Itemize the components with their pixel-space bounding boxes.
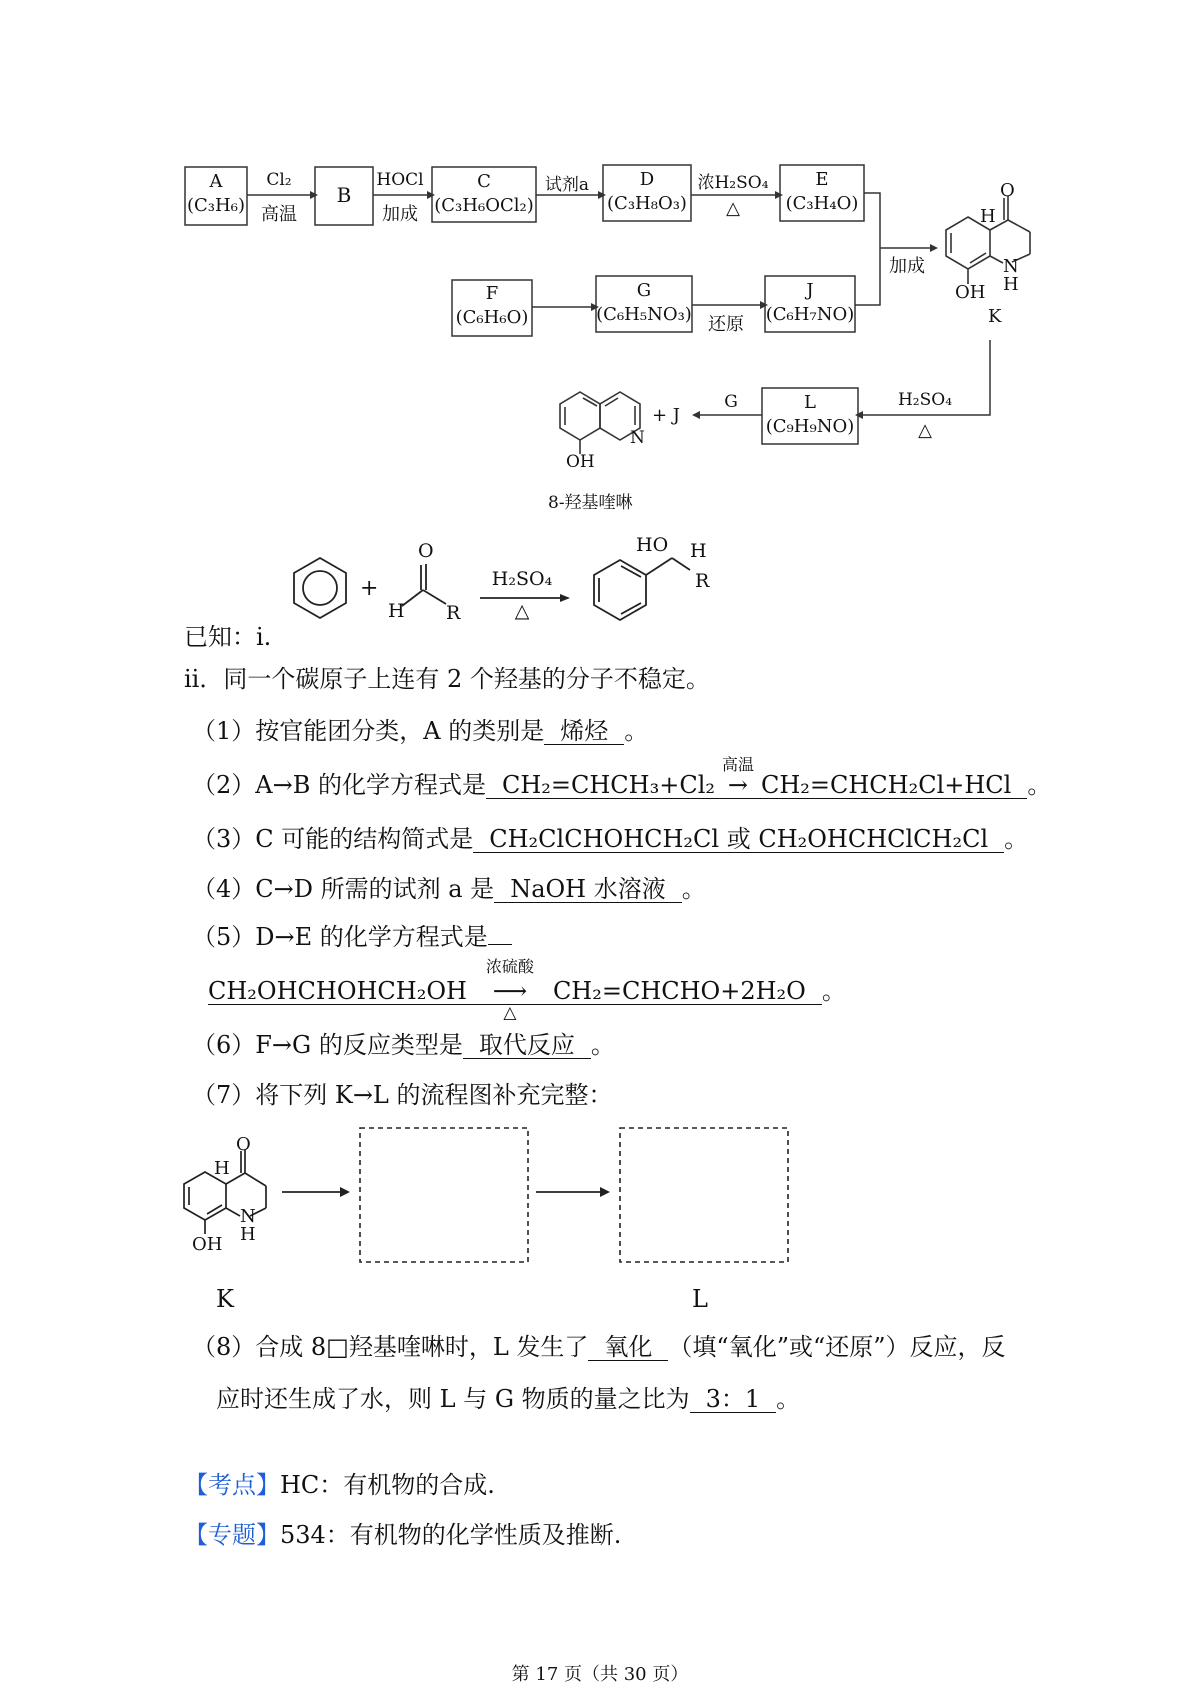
K-small-atom-O: O <box>236 1134 251 1155</box>
box-D-name: D <box>639 169 655 190</box>
structure-8-hydroxyquinoline <box>560 392 640 454</box>
q1-text: （1）按官能团分类，A 的类别是 <box>192 717 545 745</box>
box-A-formula: (C₃H₆) <box>187 195 245 216</box>
arrow-DE-condition: △ <box>726 198 740 219</box>
q5-condition-top: 浓硫酸 <box>485 957 534 976</box>
arrow-BC-condition: 加成 <box>382 204 418 225</box>
synthesis-flow-diagram <box>0 0 1200 520</box>
arrow-AB-reagent: Cl₂ <box>266 170 292 190</box>
arrow-L-product-reagent: G <box>724 392 738 412</box>
K-to-L-flow <box>0 1120 1200 1280</box>
arrow-KL-condition: △ <box>918 420 932 441</box>
box-E-formula: (C₃H₄O) <box>785 193 859 214</box>
box-J-formula: (C₆H₇NO) <box>765 304 855 325</box>
benzene-ring <box>294 558 346 618</box>
product-plus-J: + J <box>652 405 681 426</box>
kaodian-tag: 【考点】 <box>184 1471 280 1499</box>
arrow-GJ-condition: 还原 <box>708 314 744 335</box>
K-small-atom-NH <box>240 1208 256 1244</box>
box-C-name: C <box>477 171 491 192</box>
arrow-KL-reagent: H₂SO₄ <box>897 390 953 410</box>
known-condition: △ <box>514 600 530 622</box>
zhuanti <box>184 1520 621 1550</box>
box-F-formula: (C₆H₆O) <box>455 307 529 328</box>
q2-answer-right: CH₂=CHCH₂Cl+HCl <box>760 771 1012 799</box>
q5-arrow: 浓硫酸 ⟶ △ <box>467 978 553 1004</box>
K-atom-NH-H: H <box>1003 274 1019 295</box>
box-C-label <box>432 170 536 218</box>
K-small-atom-H: H <box>214 1158 230 1179</box>
q2-arrow: 高温 → <box>715 772 761 798</box>
q3-text: （3）C 可能的结构简式是 <box>192 825 474 853</box>
K-small-atom-NH-H: H <box>240 1224 256 1245</box>
K-small-atom-OH: OH <box>192 1234 223 1255</box>
q5-text: （5）D→E 的化学方程式是 <box>192 923 488 951</box>
q4-end: 。 <box>681 875 706 903</box>
K-atom-O: O <box>1000 180 1015 201</box>
q8-text: （8）合成 8□羟基喹啉时，L 发生了 <box>192 1333 589 1361</box>
q5-condition-bottom: △ <box>503 1003 517 1023</box>
box-D-formula: (C₃H₈O₃) <box>607 193 687 214</box>
q2-answer-left: CH₂=CHCH₃+Cl₂ <box>501 771 715 799</box>
K-label: K <box>988 306 1002 327</box>
q8-end: 。 <box>776 1385 801 1413</box>
K-atom-NH <box>1003 258 1019 294</box>
known-reaction-i <box>0 520 1200 650</box>
q8-text-2: 应时还生成了水，则 L 与 G 物质的量之比为 <box>216 1385 690 1413</box>
q6-text: （6）F→G 的反应类型是 <box>192 1031 463 1059</box>
box-L-name: L <box>804 392 816 413</box>
question-5-answer <box>208 957 846 1023</box>
question-1 <box>192 716 648 746</box>
q2-answer <box>486 755 1027 799</box>
box-L-label <box>762 391 858 439</box>
q4-answer: NaOH 水溶液 <box>494 876 682 903</box>
question-7: （7）将下列 K→L 的流程图补充完整： <box>192 1081 613 1109</box>
q3-end: 。 <box>1004 825 1029 853</box>
q6-answer: 取代反应 <box>463 1032 591 1059</box>
blank-box-2 <box>620 1128 788 1262</box>
product-benzene-ring <box>594 560 646 620</box>
kaodian-text: HC：有机物的合成. <box>280 1471 495 1499</box>
q5-answer <box>208 957 822 1023</box>
box-F-label <box>452 282 532 330</box>
known-atom-H2: H <box>690 540 707 562</box>
q3-answer: CH₂ClCHOHCH₂Cl 或 CH₂OHCHClCH₂Cl <box>473 826 1004 853</box>
K-atom-N: N <box>1003 256 1019 277</box>
known-atom-HO: HO <box>636 534 669 556</box>
question-6 <box>192 1030 615 1060</box>
box-G-formula: (C₆H₅NO₃) <box>596 304 692 325</box>
quinoline-atom-N: N <box>630 428 645 448</box>
box-G-name: G <box>636 280 652 301</box>
K-atom-OH: OH <box>955 282 986 303</box>
page-footer: 第 17 页（共 30 页） <box>511 1664 689 1685</box>
arrow-K-condition: 加成 <box>889 256 925 277</box>
question-5 <box>192 922 512 952</box>
K-atom-H: H <box>980 206 996 227</box>
question-8-line2 <box>216 1384 800 1414</box>
box-D-label <box>603 168 691 216</box>
box-C-formula: (C₃H₆OCl₂) <box>434 195 534 216</box>
box-A-name: A <box>209 171 223 192</box>
known-prefix: 已知：i. <box>184 623 272 651</box>
arrow-CD-reagent: 试剂a <box>544 175 590 195</box>
q2-condition: 高温 <box>721 755 754 774</box>
q1-end: 。 <box>624 717 649 745</box>
q8-text-mid: （填“氧化”或“还原”）反应，反 <box>668 1333 1006 1361</box>
known-atom-O: O <box>418 540 434 562</box>
question-4 <box>192 874 706 904</box>
known-plus: + <box>360 576 379 601</box>
q4-text: （4）C→D 所需的试剂 a 是 <box>192 875 495 903</box>
box-E-label <box>780 168 864 216</box>
known-atom-R: R <box>446 602 461 624</box>
q5-lead-blank <box>488 944 512 945</box>
product-name: 8-羟基喹啉 <box>548 493 633 513</box>
known-atom-H: H <box>388 600 405 622</box>
box-G-label <box>596 279 692 327</box>
q8-answer-2: 3：1 <box>690 1386 777 1413</box>
q7-L-label: L <box>692 1285 708 1313</box>
q5-answer-right: CH₂=CHCHO+2H₂O <box>552 977 806 1005</box>
box-F-name: F <box>485 283 499 304</box>
known-ii: ii．同一个碳原子上连有 2 个羟基的分子不稳定。 <box>184 665 710 693</box>
K-small-atom-N: N <box>240 1206 256 1227</box>
box-J-label <box>765 279 855 327</box>
known-atom-R2: R <box>695 570 710 592</box>
q8-answer-1: 氧化 <box>588 1334 668 1361</box>
kaodian <box>184 1470 495 1500</box>
question-8 <box>192 1332 1006 1362</box>
q2-text: （2）A→B 的化学方程式是 <box>192 771 486 799</box>
quinoline-atom-OH: OH <box>566 452 595 472</box>
arrow-DE-reagent: 浓H₂SO₄ <box>697 173 769 193</box>
box-J-name: J <box>806 280 814 301</box>
box-E-name: E <box>815 169 829 190</box>
known-reagent: H₂SO₄ <box>491 568 553 590</box>
q1-answer: 烯烃 <box>544 718 624 745</box>
arrow-BC-reagent: HOCl <box>376 170 424 190</box>
q5-answer-left: CH₂OHCHOHCH₂OH <box>208 977 467 1005</box>
question-2 <box>192 755 1052 800</box>
zhuanti-text: 534：有机物的化学性质及推断. <box>280 1521 622 1549</box>
box-L-formula: (C₉H₉NO) <box>765 416 855 437</box>
q6-end: 。 <box>590 1031 615 1059</box>
box-B-name: B <box>336 183 352 207</box>
zhuanti-tag: 【专题】 <box>184 1521 280 1549</box>
q2-end: 。 <box>1027 771 1052 799</box>
q7-K-label: K <box>216 1285 234 1313</box>
q5-end: 。 <box>821 977 846 1005</box>
question-3 <box>192 824 1028 854</box>
arrow-AB-condition: 高温 <box>261 204 297 225</box>
blank-box-1 <box>360 1128 528 1262</box>
box-A-label <box>185 170 247 218</box>
